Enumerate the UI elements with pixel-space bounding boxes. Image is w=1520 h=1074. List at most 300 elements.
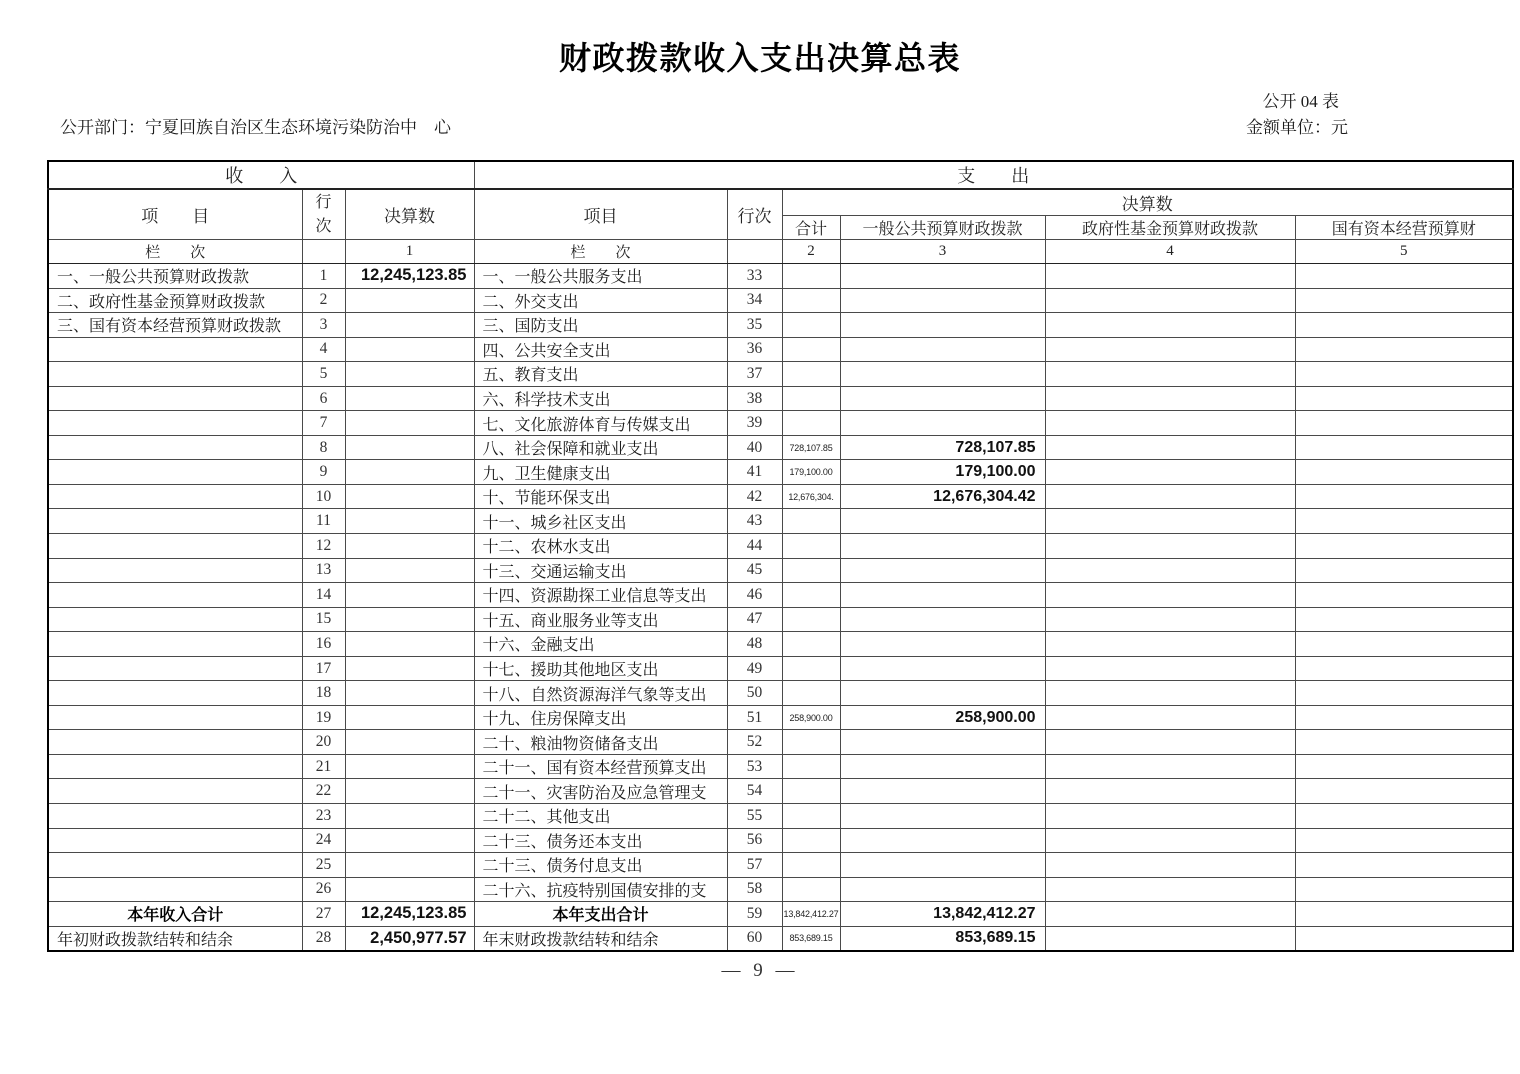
income-line-cell: 19 [302, 705, 345, 730]
table-row [48, 288, 1513, 313]
income-section-header: 收 入 [48, 161, 474, 189]
income-line-cell: 13 [302, 558, 345, 583]
expense-state-capital-cell [1295, 460, 1513, 485]
expense-total-cell [782, 804, 840, 829]
expense-total-cell: 179,100.00 [782, 460, 840, 485]
expense-item-cell: 四、公共安全支出 [474, 337, 727, 362]
expense-line-cell: 54 [727, 779, 782, 804]
income-item-cell [48, 435, 302, 460]
expense-line-cell: 60 [727, 926, 782, 951]
income-amount-cell [345, 804, 474, 829]
table-row [48, 337, 1513, 362]
expense-state-capital-cell [1295, 730, 1513, 755]
expense-gov-fund-cell [1045, 386, 1295, 411]
expense-general-cell [840, 828, 1045, 853]
table-row [48, 853, 1513, 878]
income-line-cell: 25 [302, 853, 345, 878]
expense-state-capital-cell [1295, 632, 1513, 657]
expense-gov-fund-cell [1045, 607, 1295, 632]
expense-general-cell [840, 730, 1045, 755]
table-row [48, 460, 1513, 485]
income-line-cell: 5 [302, 362, 345, 387]
table-row [48, 804, 1513, 829]
expense-item-cell: 十七、援助其他地区支出 [474, 656, 727, 681]
table-row [48, 730, 1513, 755]
table-row [48, 877, 1513, 902]
expense-line-cell: 44 [727, 534, 782, 559]
income-line-cell: 12 [302, 534, 345, 559]
income-item-cell: 一、一般公共预算财政拨款 [48, 264, 302, 289]
expense-gov-fund-cell [1045, 681, 1295, 706]
expense-state-capital-cell [1295, 313, 1513, 338]
expense-state-capital-cell [1295, 435, 1513, 460]
section-header-row [48, 161, 1513, 189]
expense-total-cell [782, 534, 840, 559]
expense-line-cell: 46 [727, 583, 782, 608]
expense-item-cell: 十六、金融支出 [474, 632, 727, 657]
expense-general-cell [840, 386, 1045, 411]
income-item-cell [48, 730, 302, 755]
expense-total-cell [782, 362, 840, 387]
income-item-cell [48, 681, 302, 706]
total-column-header: 合计 [782, 216, 840, 240]
expense-general-cell [840, 877, 1045, 902]
income-item-cell: 年初财政拨款结转和结余 [48, 926, 302, 951]
income-line-cell: 28 [302, 926, 345, 951]
expense-line-cell: 43 [727, 509, 782, 534]
state-capital-budget-column-header: 国有资本经营预算财 [1295, 216, 1513, 240]
table-row [48, 828, 1513, 853]
expense-state-capital-cell [1295, 681, 1513, 706]
expense-total-cell: 728,107.85 [782, 435, 840, 460]
expense-line-cell: 35 [727, 313, 782, 338]
income-line-cell: 2 [302, 288, 345, 313]
expense-line-cell: 36 [727, 337, 782, 362]
expense-line-cell: 50 [727, 681, 782, 706]
expense-line-cell: 48 [727, 632, 782, 657]
table-row [48, 705, 1513, 730]
income-amount-cell [345, 828, 474, 853]
expense-general-cell: 853,689.15 [840, 926, 1045, 951]
expense-line-cell: 51 [727, 705, 782, 730]
expense-general-cell: 258,900.00 [840, 705, 1045, 730]
expense-gov-fund-cell [1045, 828, 1295, 853]
expense-gov-fund-cell [1045, 877, 1295, 902]
expense-total-cell [782, 877, 840, 902]
income-amount-cell [345, 337, 474, 362]
expense-total-cell [782, 681, 840, 706]
income-amount-cell [345, 534, 474, 559]
expense-state-capital-cell [1295, 607, 1513, 632]
income-line-cell: 10 [302, 484, 345, 509]
table-row [48, 313, 1513, 338]
expense-total-cell [782, 730, 840, 755]
expense-total-cell [782, 337, 840, 362]
expense-item-cell: 六、科学技术支出 [474, 386, 727, 411]
expense-gov-fund-cell [1045, 730, 1295, 755]
income-item-header: 项 目 [48, 189, 302, 240]
income-amount-cell [345, 607, 474, 632]
expense-general-cell [840, 288, 1045, 313]
expense-line-cell: 59 [727, 902, 782, 927]
income-item-cell [48, 337, 302, 362]
expense-state-capital-cell [1295, 877, 1513, 902]
expense-general-cell: 728,107.85 [840, 435, 1045, 460]
income-amount-cell [345, 853, 474, 878]
income-item-cell [48, 632, 302, 657]
expense-line-cell: 57 [727, 853, 782, 878]
expense-total-cell [782, 632, 840, 657]
expense-general-cell [840, 632, 1045, 657]
income-item-cell [48, 828, 302, 853]
expense-general-cell [840, 558, 1045, 583]
expense-state-capital-cell [1295, 337, 1513, 362]
expense-line-index-blank [727, 240, 782, 264]
income-amount-cell [345, 705, 474, 730]
expense-state-capital-cell [1295, 484, 1513, 509]
income-line-cell: 23 [302, 804, 345, 829]
expense-gov-fund-cell [1045, 853, 1295, 878]
expense-state-capital-cell [1295, 534, 1513, 559]
table-row [48, 558, 1513, 583]
page-number: — 9 — [721, 960, 799, 981]
income-line-cell: 3 [302, 313, 345, 338]
expense-total-cell [782, 313, 840, 338]
expense-state-capital-cell [1295, 386, 1513, 411]
income-line-cell: 7 [302, 411, 345, 436]
expense-item-cell: 二十二、其他支出 [474, 804, 727, 829]
expense-state-capital-cell [1295, 754, 1513, 779]
column-index-4: 4 [1045, 240, 1295, 264]
expense-gov-fund-cell [1045, 779, 1295, 804]
expense-state-capital-cell [1295, 558, 1513, 583]
income-line-cell: 27 [302, 902, 345, 927]
income-amount-cell [345, 632, 474, 657]
expense-line-no-header: 行次 [727, 189, 782, 240]
expense-gov-fund-cell [1045, 632, 1295, 657]
income-amount-cell [345, 583, 474, 608]
income-line-cell: 6 [302, 386, 345, 411]
expense-state-capital-cell [1295, 902, 1513, 927]
expense-total-cell [782, 288, 840, 313]
income-item-cell [48, 534, 302, 559]
expense-final-amount-header: 决算数 [782, 189, 1513, 216]
expense-state-capital-cell [1295, 779, 1513, 804]
income-line-cell: 24 [302, 828, 345, 853]
expense-total-cell [782, 411, 840, 436]
income-line-no-header [302, 189, 345, 240]
income-item-cell [48, 779, 302, 804]
expense-item-cell: 二十三、债务还本支出 [474, 828, 727, 853]
expense-gov-fund-cell [1045, 754, 1295, 779]
expense-gov-fund-cell [1045, 583, 1295, 608]
expense-gov-fund-cell [1045, 362, 1295, 387]
expense-general-cell [840, 681, 1045, 706]
income-line-no-header-text: 行次 [315, 194, 332, 235]
income-amount-cell [345, 484, 474, 509]
expense-total-cell: 258,900.00 [782, 705, 840, 730]
expense-state-capital-cell [1295, 583, 1513, 608]
expense-total-cell [782, 607, 840, 632]
expense-item-cell: 二、外交支出 [474, 288, 727, 313]
income-item-cell [48, 411, 302, 436]
expense-gov-fund-cell [1045, 435, 1295, 460]
expense-item-cell: 三、国防支出 [474, 313, 727, 338]
income-line-cell: 26 [302, 877, 345, 902]
expense-gov-fund-cell [1045, 705, 1295, 730]
income-amount-cell [345, 754, 474, 779]
expense-general-cell [840, 853, 1045, 878]
income-item-cell [48, 362, 302, 387]
income-item-cell [48, 656, 302, 681]
expense-gov-fund-cell [1045, 337, 1295, 362]
expense-general-cell [840, 583, 1045, 608]
table-row [48, 607, 1513, 632]
income-item-cell [48, 705, 302, 730]
expense-gov-fund-cell [1045, 926, 1295, 951]
expense-state-capital-cell [1295, 656, 1513, 681]
expense-total-cell [782, 828, 840, 853]
expense-item-cell: 二十、粮油物资储备支出 [474, 730, 727, 755]
table-row [48, 264, 1513, 289]
table-row [48, 926, 1513, 951]
expense-general-cell [840, 313, 1045, 338]
expense-total-cell [782, 558, 840, 583]
expense-total-cell [782, 386, 840, 411]
income-line-index-blank [302, 240, 345, 264]
expense-total-cell: 13,842,412.27 [782, 902, 840, 927]
income-line-cell: 22 [302, 779, 345, 804]
expense-gov-fund-cell [1045, 509, 1295, 534]
expense-item-cell: 二十一、国有资本经营预算支出 [474, 754, 727, 779]
expense-gov-fund-cell [1045, 534, 1295, 559]
gov-fund-budget-column-header: 政府性基金预算财政拨款 [1045, 216, 1295, 240]
expense-item-cell: 二十六、抗疫特别国债安排的支 [474, 877, 727, 902]
income-line-cell: 11 [302, 509, 345, 534]
column-index-row [48, 240, 1513, 264]
expense-general-cell: 13,842,412.27 [840, 902, 1045, 927]
income-line-cell: 17 [302, 656, 345, 681]
expense-general-cell [840, 337, 1045, 362]
expense-item-cell: 五、教育支出 [474, 362, 727, 387]
expense-total-cell: 12,676,304. [782, 484, 840, 509]
expense-section-header: 支 出 [474, 161, 1513, 189]
income-amount-cell [345, 460, 474, 485]
table-row [48, 411, 1513, 436]
expense-item-cell: 十九、住房保障支出 [474, 705, 727, 730]
expense-state-capital-cell [1295, 509, 1513, 534]
column-header-row-1 [48, 189, 1513, 216]
column-index-2: 2 [782, 240, 840, 264]
expense-state-capital-cell [1295, 853, 1513, 878]
expense-item-cell: 七、文化旅游体育与传媒支出 [474, 411, 727, 436]
income-item-cell [48, 754, 302, 779]
expense-gov-fund-cell [1045, 460, 1295, 485]
expense-line-cell: 42 [727, 484, 782, 509]
income-amount-cell [345, 730, 474, 755]
income-item-cell [48, 558, 302, 583]
expense-state-capital-cell [1295, 705, 1513, 730]
expense-item-cell: 十二、农林水支出 [474, 534, 727, 559]
expense-line-cell: 40 [727, 435, 782, 460]
expense-general-cell [840, 362, 1045, 387]
expense-total-cell [782, 656, 840, 681]
income-amount-cell [345, 681, 474, 706]
table-row [48, 362, 1513, 387]
income-column-index-label: 栏 次 [48, 240, 302, 264]
income-item-cell: 本年收入合计 [48, 902, 302, 927]
final-accounts-table [47, 160, 1514, 952]
income-line-cell: 14 [302, 583, 345, 608]
income-item-cell [48, 853, 302, 878]
expense-line-cell: 52 [727, 730, 782, 755]
table-row [48, 656, 1513, 681]
expense-gov-fund-cell [1045, 656, 1295, 681]
income-final-amount-header: 决算数 [345, 189, 474, 240]
income-line-cell: 18 [302, 681, 345, 706]
expense-general-cell [840, 411, 1045, 436]
expense-gov-fund-cell [1045, 902, 1295, 927]
expense-item-cell: 十三、交通运输支出 [474, 558, 727, 583]
expense-column-index-label: 栏 次 [474, 240, 727, 264]
table-row [48, 484, 1513, 509]
income-amount-cell [345, 656, 474, 681]
expense-line-cell: 38 [727, 386, 782, 411]
expense-gov-fund-cell [1045, 484, 1295, 509]
expense-item-cell: 八、社会保障和就业支出 [474, 435, 727, 460]
expense-line-cell: 49 [727, 656, 782, 681]
expense-gov-fund-cell [1045, 804, 1295, 829]
expense-total-cell [782, 509, 840, 534]
expense-line-cell: 53 [727, 754, 782, 779]
income-amount-cell [345, 877, 474, 902]
expense-total-cell [782, 754, 840, 779]
expense-state-capital-cell [1295, 362, 1513, 387]
income-amount-cell [345, 411, 474, 436]
expense-line-cell: 56 [727, 828, 782, 853]
income-item-cell [48, 509, 302, 534]
expense-line-cell: 47 [727, 607, 782, 632]
expense-general-cell: 12,676,304.42 [840, 484, 1045, 509]
expense-item-cell: 十五、商业服务业等支出 [474, 607, 727, 632]
income-amount-cell [345, 362, 474, 387]
expense-general-cell [840, 656, 1045, 681]
expense-gov-fund-cell [1045, 313, 1295, 338]
income-amount-cell [345, 288, 474, 313]
expense-gov-fund-cell [1045, 264, 1295, 289]
expense-general-cell [840, 534, 1045, 559]
expense-general-cell [840, 607, 1045, 632]
income-item-cell [48, 804, 302, 829]
expense-item-header: 项目 [474, 189, 727, 240]
expense-item-cell: 十八、自然资源海洋气象等支出 [474, 681, 727, 706]
expense-item-cell: 十、节能环保支出 [474, 484, 727, 509]
expense-line-cell: 34 [727, 288, 782, 313]
expense-state-capital-cell [1295, 828, 1513, 853]
income-line-cell: 16 [302, 632, 345, 657]
expense-state-capital-cell [1295, 926, 1513, 951]
expense-item-cell: 二十三、债务付息支出 [474, 853, 727, 878]
income-amount-cell [345, 779, 474, 804]
expense-state-capital-cell [1295, 411, 1513, 436]
table-row [48, 435, 1513, 460]
income-line-cell: 1 [302, 264, 345, 289]
expense-item-cell: 九、卫生健康支出 [474, 460, 727, 485]
expense-state-capital-cell [1295, 804, 1513, 829]
form-code-label: 公开 04 表 [1262, 92, 1339, 111]
table-row [48, 632, 1513, 657]
income-item-cell [48, 460, 302, 485]
income-line-cell: 21 [302, 754, 345, 779]
expense-line-cell: 45 [727, 558, 782, 583]
expense-general-cell [840, 509, 1045, 534]
general-public-budget-column-header: 一般公共预算财政拨款 [840, 216, 1045, 240]
expense-line-cell: 33 [727, 264, 782, 289]
income-line-cell: 4 [302, 337, 345, 362]
expense-line-cell: 41 [727, 460, 782, 485]
table-row [48, 509, 1513, 534]
expense-line-cell: 39 [727, 411, 782, 436]
table-row [48, 902, 1513, 927]
income-item-cell: 二、政府性基金预算财政拨款 [48, 288, 302, 313]
income-amount-cell [345, 435, 474, 460]
expense-general-cell [840, 264, 1045, 289]
table-row [48, 534, 1513, 559]
income-item-cell: 三、国有资本经营预算财政拨款 [48, 313, 302, 338]
expense-state-capital-cell [1295, 288, 1513, 313]
expense-general-cell [840, 754, 1045, 779]
expense-item-cell: 十一、城乡社区支出 [474, 509, 727, 534]
expense-item-cell: 本年支出合计 [474, 902, 727, 927]
expense-gov-fund-cell [1045, 288, 1295, 313]
expense-total-cell [782, 779, 840, 804]
expense-item-cell: 十四、资源勘探工业信息等支出 [474, 583, 727, 608]
expense-total-cell [782, 583, 840, 608]
expense-general-cell: 179,100.00 [840, 460, 1045, 485]
expense-total-cell [782, 264, 840, 289]
income-item-cell [48, 484, 302, 509]
expense-total-cell [782, 853, 840, 878]
expense-line-cell: 37 [727, 362, 782, 387]
income-amount-cell [345, 509, 474, 534]
page-title: 财政拨款收入支出决算总表 [558, 40, 961, 76]
expense-total-cell: 853,689.15 [782, 926, 840, 951]
income-line-cell: 9 [302, 460, 345, 485]
expense-item-cell: 一、一般公共服务支出 [474, 264, 727, 289]
income-item-cell [48, 877, 302, 902]
income-amount-cell: 2,450,977.57 [345, 926, 474, 951]
table-body [48, 264, 1513, 951]
table-row [48, 386, 1513, 411]
column-index-3: 3 [840, 240, 1045, 264]
income-amount-cell: 12,245,123.85 [345, 902, 474, 927]
expense-general-cell [840, 779, 1045, 804]
expense-item-cell: 二十一、灾害防治及应急管理支 [474, 779, 727, 804]
expense-line-cell: 58 [727, 877, 782, 902]
income-item-cell [48, 607, 302, 632]
column-index-1: 1 [345, 240, 474, 264]
income-line-cell: 8 [302, 435, 345, 460]
income-item-cell [48, 386, 302, 411]
table-row [48, 779, 1513, 804]
unit-label: 金额单位：元 [1246, 118, 1348, 137]
income-amount-cell [345, 313, 474, 338]
income-amount-cell [345, 558, 474, 583]
income-item-cell [48, 583, 302, 608]
income-amount-cell [345, 386, 474, 411]
income-line-cell: 20 [302, 730, 345, 755]
expense-gov-fund-cell [1045, 558, 1295, 583]
